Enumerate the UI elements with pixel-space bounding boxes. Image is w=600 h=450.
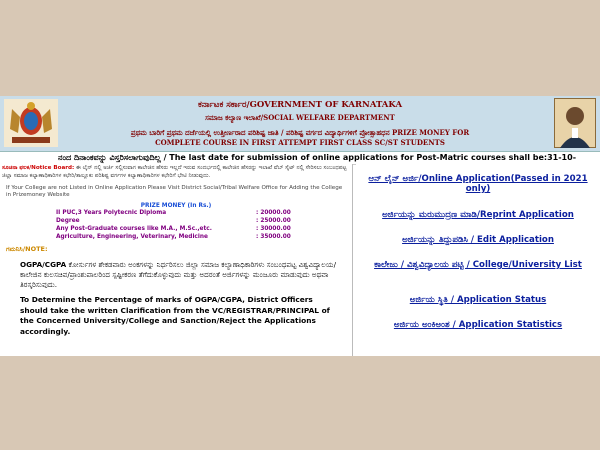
prize-row [0,233,352,241]
prize-amount: : 25000.00 [256,218,291,224]
english-note: To Determine the Percentage of marks of OGPA/CGPA, District Officers should take the written Clarification from the VC/REGISTRAR/PRINCIPAL of the Concerned University/College and Sanction/Reject the Applications accordingly. [20,295,330,336]
online-application-link[interactable]: ಆನ್ ಲೈನ್ ಅರ್ಜಿ/Online Application(Passed in 2021 only) [368,174,588,194]
page-frame [0,96,600,356]
header-title-1: ಕರ್ನಾಟಕ ಸರ್ಕಾರ/GOVERNMENT OF KARNATAKA [197,100,403,110]
edit-application-link[interactable]: ಅರ್ಜಿಯನ್ನು ತಿದ್ದುಪಡಿಸಿ / Edit Application [402,235,554,245]
prize-row [0,217,352,225]
reprint-application-link[interactable]: ಅರ್ಜಿಯನ್ನು ಮರುಮುದ್ರಣ ಮಾಡಿ/Reprint Application [382,210,574,220]
prize-course: II PUC,3 Years Polytecnic Diploma [56,210,167,216]
application-statistics-link[interactable]: ಅರ್ಜಿಯ ಅಂಕಿಅಂಶ / Application Statistics [393,320,563,330]
prize-row [0,209,352,217]
site-header [0,96,600,152]
kannada-note-text: ಕೋರ್ಸುಗಳ ಶೇಕಡವಾರು ಅಂಕಗಳನ್ನು ನಿರ್ಧರಿಸಲು ಜಿಲ್ಲಾ ಸಮಾಜ ಕಲ್ಯಾಣಾಧಿಕಾರಿಗಳು ಸಂಬಂಧಪಟ್ಟ ವಿಶ್ವವಿದ್ಯಾಲಯ/ಕಾಲೇಜಿನ ಕುಲಸಚಿವ/ಪ್ರಾಂಶುಪಾಲರಿಂದ ಸ್ಪಷ್ಟೀಕರಣ ತೆಗೆದುಕೊಳ್ಳುವುದು ಮತ್ತು ಅದರಂತೆ ಅರ್ಜಿಗಳನ್ನು ಮಂಜೂರು ಮಾಡುವುದು ಅಥವಾ ತಿರಸ್ಕರಿಸುವುದು. [20,260,337,289]
ogpa-cgpa-label: OGPA/CGPA [20,260,67,269]
note-label: ಗಮನಿಸಿ/NOTE: [6,245,48,253]
prize-amount: : 30000.00 [256,226,291,232]
kannada-note [0,254,352,290]
prize-amount: : 35000.00 [256,234,291,240]
prize-money-title: PRIZE MONEY (In Rs.) [140,203,212,209]
header-title-4: COMPLETE COURSE IN FIRST ATTEMPT FIRST CLASS SC/ST STUDENTS [155,138,445,147]
ambedkar-portrait [554,98,596,148]
header-title-3: ಪ್ರಥಮ ಬಾರಿಗೆ ಪ್ರಥಮ ದರ್ಜೆಯಲ್ಲಿ ಉತ್ತೀರ್ಣರಾದ ಪರಿಶಿಷ್ಟ ಜಾತಿ / ಪರಿಶಿಷ್ಟ ವರ್ಗದ ವಿದ್ಯಾರ್ಥಿಗಳಿಗೆ ಪ್ರೋತ್ಸಾಹಧನ PRIZE MONEY FOR [130,128,470,137]
actions-panel [356,164,600,356]
college-university-list-link[interactable]: ಕಾಲೇಜು / ವಿಶ್ವವಿದ್ಯಾಲಯ ಪಟ್ಟಿ / College/University List [374,260,582,270]
application-status-link[interactable]: ಅರ್ಜಿಯ ಸ್ಥಿತಿ / Application Status [409,295,547,305]
notice-panel [0,164,353,356]
prize-row [0,225,352,233]
prize-course: Any Post-Graduate courses like M.A., M.Sc.,etc. [56,226,212,232]
portrait-icon [554,98,596,148]
header-title-2: ಸಮಾಜ ಕಲ್ಯಾಣ ಇಲಾಖೆ/SOCIAL WELFARE DEPARTMENT [205,113,395,122]
prize-amount: : 20000.00 [256,210,291,216]
prize-course: Degree [56,218,80,224]
notice-label: ಸೂಚನಾ ಫಲಕ/Notice Board: [2,165,75,171]
notice-board [0,164,352,181]
college-missing-note: If Your College are not Listed in Online Application Please Visit District Social/Tribal Welfare Office for Adding the College in Prizemoney Website [6,185,343,198]
prize-course: Agriculture, Engineering, Veterinary, Medicine [56,234,208,240]
ticker-text: ನಂದ ದಿನಾಂಕವನ್ನು ವಿಸ್ತರಿಸಲಾಗುವುದಿಲ್ಲ / The last date for submission of online applications for Post-Matric courses shall be:31-10- [58,153,577,162]
notice-text: ಈ ಲೈನ್ ನಲ್ಲಿ ಅರ್ಜಿ ಸಲ್ಲಿಸುವಾಗ ಕಾಲೇಜಿನ ಹೆಸರು ಇಲ್ಲದೆ ಇರುವ ಸಂದರ್ಭದಲ್ಲಿ ಕಾಲೇಜಿನ ಹೆಸರನ್ನು ಇಲಾಖೆ ವೆಬ್ ಸೈಟ್ ನಲ್ಲಿ ಸೇರಿಸಲು ಸಂಬಂಧಪಟ್ಟ ಜಿಲ್ಲಾ ಸಮಾಜ ಕಲ್ಯಾಣಾಧಿಕಾರಿಗಳ ಕಛೇರಿ/ತಾಲ್ಲೂಕು ಪರಿಶಿಷ್ಟ ವರ್ಗಗಳ ಕಲ್ಯಾಣಾಧಿಕಾರಿಗಳ ಕಛೇರಿಗೆ ಭೇಟಿ ನೀಡುವುದು. [2,165,347,179]
